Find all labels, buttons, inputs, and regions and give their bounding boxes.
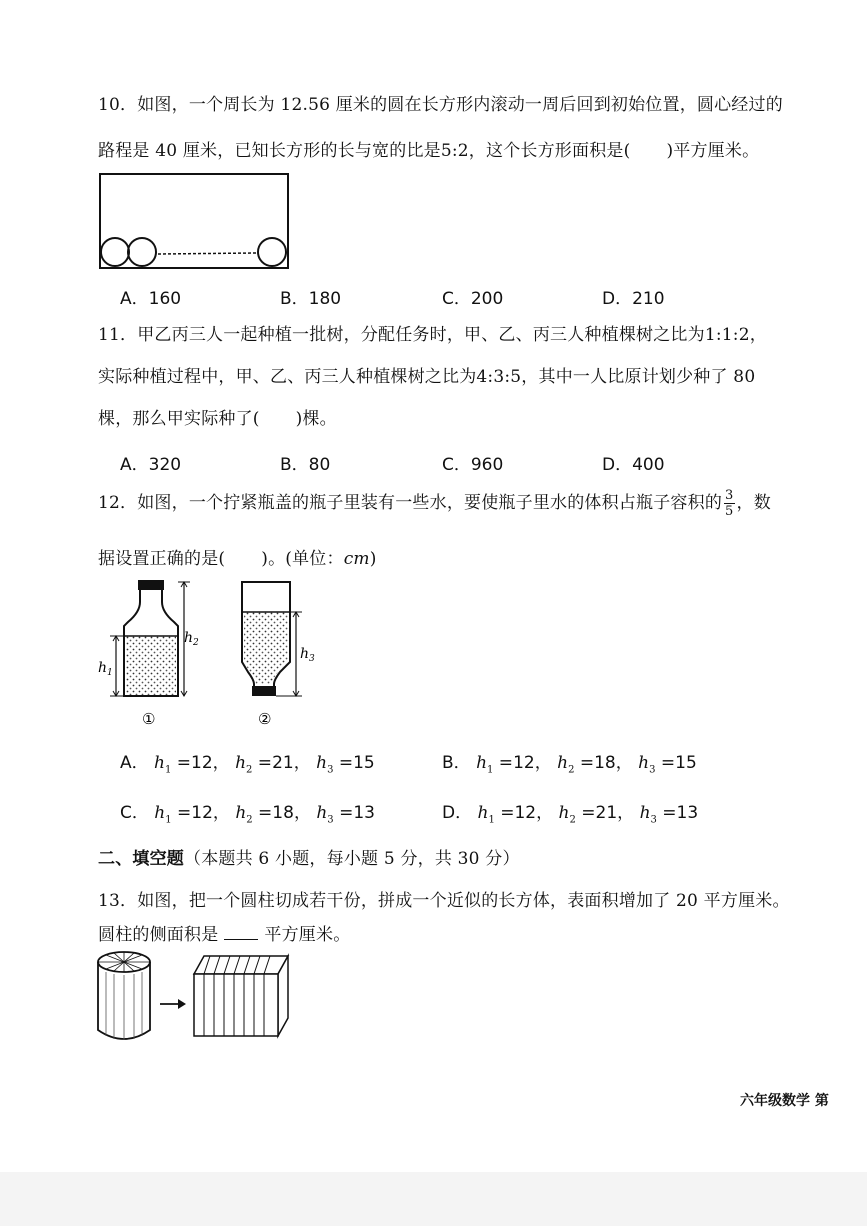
fraction-numerator: 3: [725, 488, 734, 503]
q12-line2b: )。(单位：: [261, 549, 344, 569]
q11-line3: [98, 404, 337, 429]
q12-unit: cm: [343, 549, 370, 569]
fraction-denominator: 5: [725, 504, 734, 519]
q12-option-a: A． $h_1 =12$， $h_2 =21$， $h_3 =15$: [120, 753, 375, 776]
q10-line1: 10．如图，一个周长为 12.56 厘米的圆在长方形内滚动一周后回到初始位置，圆心经过的: [98, 95, 783, 115]
q10-rectangle-figure: [98, 172, 292, 272]
q12-line2c: ): [369, 549, 377, 569]
q10-option-d: D．210: [602, 289, 665, 309]
q11-line2: 实际种植过程中，甲、乙、丙三人种植棵树之比为4:3:5，其中一人比原计划少种了 80: [98, 367, 756, 387]
q13-answer-blank: [224, 925, 258, 940]
label-circle-2: ②: [258, 710, 272, 728]
section2-title: 二、填空题: [98, 849, 184, 869]
q12-option-d: D． $h_1 =12$， $h_2 =21$， $h_3 =13$: [442, 803, 699, 826]
q11-option-a: A．320: [120, 455, 182, 475]
q12-bottle-figure: [96, 576, 336, 732]
q11-line1: 11．甲乙丙三人一起种植一批树，分配任务时，甲、乙、丙三人种植棵树之比为1:1:2，: [98, 325, 767, 345]
q10-line2a: 路程是 40 厘米，已知长方形的长与宽的比是5:2，这个长方形面积是(: [98, 141, 631, 161]
label-h1: $h_1$: [98, 660, 113, 678]
q12-line1: [98, 488, 771, 519]
q10-option-b: B．180: [280, 289, 342, 309]
q10-line2b: )平方厘米。: [666, 141, 760, 161]
q13-line2: [98, 920, 350, 945]
scan-bottom-margin: [0, 1172, 867, 1226]
label-circle-1: ①: [142, 710, 156, 728]
q12-line1a: 12．如图，一个拧紧瓶盖的瓶子里装有一些水，要使瓶子里水的体积占瓶子容积的: [98, 493, 723, 513]
q10-option-c: C．200: [442, 289, 504, 309]
section2-note: （本题共 6 小题，每小题 5 分，共 30 分）: [184, 849, 520, 869]
section2-heading: [98, 844, 520, 869]
q12-option-b: B． $h_1 =12$， $h_2 =18$， $h_3 =15$: [442, 753, 697, 776]
q10-line2: [98, 136, 759, 161]
label-h3: $h_3$: [300, 646, 315, 664]
q12-line2a: 据设置正确的是(: [98, 549, 226, 569]
page-footer: 六年级数学 第: [740, 1093, 829, 1109]
q12-option-c: C． $h_1 =12$， $h_2 =18$， $h_3 =13$: [120, 803, 375, 826]
q11-line3a: 棵，那么甲实际种了(: [98, 409, 260, 429]
q11-line3b: )棵。: [295, 409, 337, 429]
q10-option-a: A．160: [120, 289, 182, 309]
q11-option-c: C．960: [442, 455, 504, 475]
q11-option-d: D．400: [602, 455, 665, 475]
q12-line1b: ，数: [736, 493, 771, 513]
label-h2: $h_2$: [184, 630, 199, 648]
q11-option-b: B．80: [280, 455, 331, 475]
q13-line1: 13．如图，把一个圆柱切成若干份，拼成一个近似的长方体，表面积增加了 20 平方厘米。: [98, 891, 790, 911]
fraction-three-fifths: [724, 488, 734, 519]
q13-line2b: 平方厘米。: [264, 925, 351, 945]
q12-line2: [98, 544, 377, 569]
q13-cylinder-figure: [94, 948, 304, 1048]
q13-line2a: 圆柱的侧面积是: [98, 925, 219, 945]
